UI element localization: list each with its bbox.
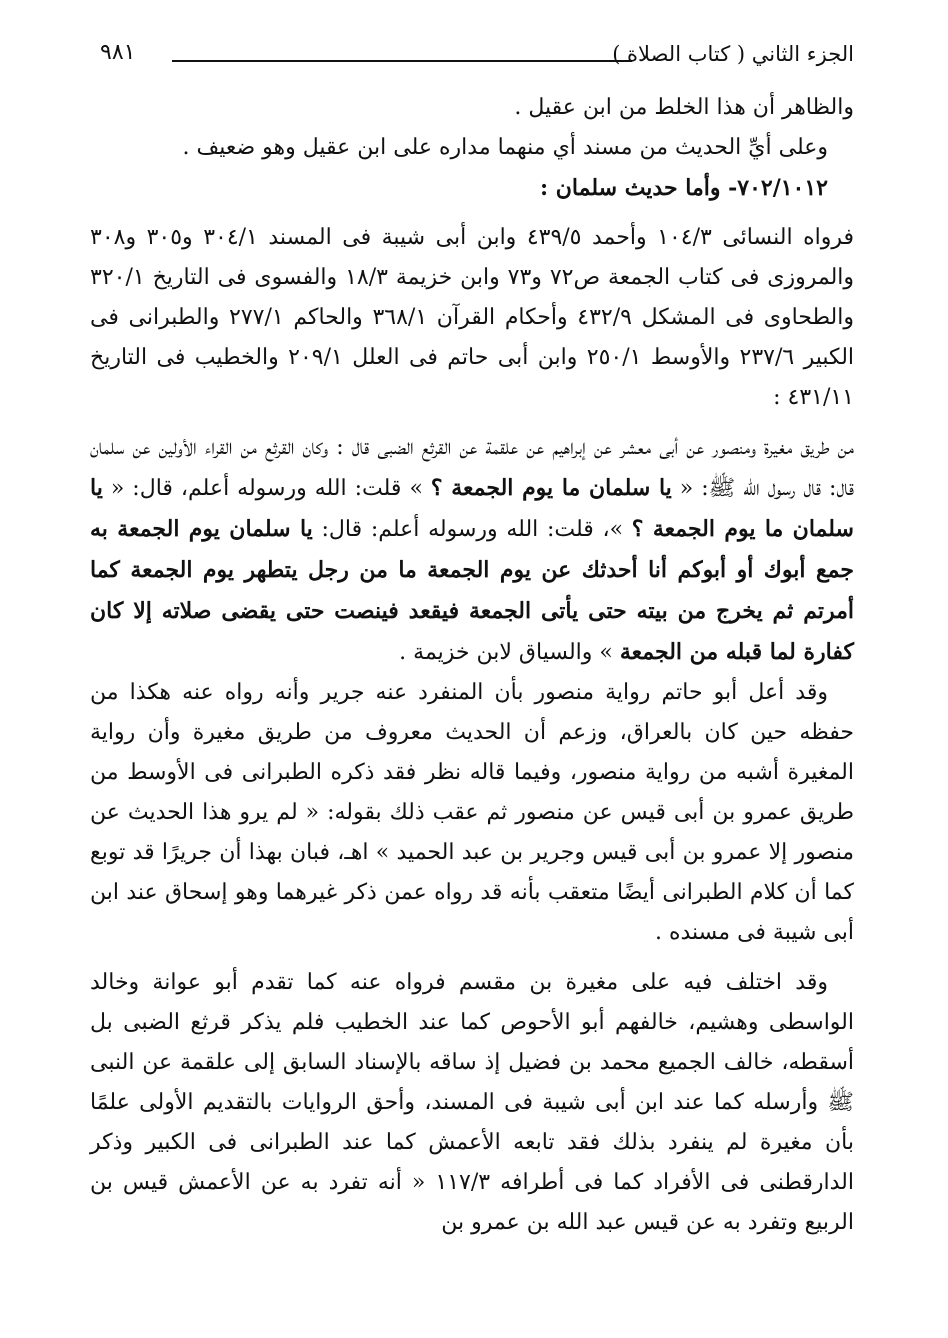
paragraph-4 xyxy=(90,428,854,673)
p4-text-4: » والسياق لابن خزيمة . xyxy=(399,640,620,665)
p4-text-2: » قلت: الله ورسوله أعلم، قال: « xyxy=(102,476,431,501)
page-number: ٩٨١ xyxy=(100,40,136,65)
header-rule xyxy=(172,60,632,62)
paragraph-6: وقد اختلف فيه على مغيرة بن مقسم فرواه عنه كما تقدم أبو عوانة وخالد الواسطى وهشيم، خالفهم أبو الأحوص كما عند الخطيب فلم يذكر قرثع الضبى بل أسقطه، خالف الجميع محمد بن فضيل إذ ساقه بالإسناد السابق إلى علقمة عن النبى ﷺ وأرسله كما عند ابن أبى شيبة فى المسند، وأحق الروايات بالتقديم الأولى علمًا بأن مغيرة لم ينفرد بذلك فقد تابعه الأعمش كما عند الطبرانى فى الكبير وذكر الدارقطنى فى الأفراد كما فى أطرافه ١١٧/٣ « أنه تفرد به عن الأعمش قيس بن الربيع وتفرد به عن قيس عبد الله بن عمرو بن xyxy=(90,970,854,1235)
paragraph-1: والظاهر أن هذا الخلط من ابن عقيل . xyxy=(514,95,854,120)
paragraph-3: فرواه النسائى ١٠٤/٣ وأحمد ٤٣٩/٥ وابن أبى شيبة فى المسند ٣٠٤/١ و٣٠٥ و٣٠٨ والمروزى فى كتاب الجمعة ص٧٢ و٧٣ وابن خزيمة ١٨/٣ والفسوى فى التاريخ ٣٢٠/١ والطحاوى فى المشكل ٤٣٢/٩ وأحكام القرآن ٣٦٨/١ والحاكم ٢٧٧/١ والطبرانى فى الكبير ٢٣٧/٦ والأوسط ٢٥٠/١ وابن أبى حاتم فى العلل ٢٠٩/١ والخطيب فى التاريخ ٤٣١/١١ : xyxy=(90,225,855,410)
hadith-heading: ٧٠٢/١٠١٢- وأما حديث سلمان : xyxy=(539,175,828,201)
p4-text-1: من طريق مغيرة ومنصور عن أبى معشر عن إبراهيم عن علقمة عن القرثع الضبى قال : وكان القرثع من القراء الأولين عن سلمان قال: قال رسول الله ﷺ: « xyxy=(90,435,854,501)
running-title: الجزء الثاني ( كتاب الصلاة ) xyxy=(612,42,854,66)
p4-bold-2: يا سلمان ما يوم الجمعة ؟ xyxy=(90,475,854,542)
page-header xyxy=(90,40,854,76)
p4-bold-3: يا سلمان يوم الجمعة به جمع أبوك أو أبوكم أنا أحدثك عن يوم الجمعة ما من رجل يتطهر يوم الجمعة كما أمرتم ثم يخرج من بيته حتى يأتى الجمعة فيقعد فينصت حتى يقضى صلاته إلا كان كفارة لما قبله من الجمعة xyxy=(90,516,854,665)
paragraph-5: وقد أعل أبو حاتم رواية منصور بأن المنفرد عنه جرير وأنه رواه عنه هكذا من حفظه حين كان بالعراق، وزعم أن الحديث معروف من طريق مغيرة وأن رواية المغيرة أشبه من رواية منصور، وفيما قاله نظر فقد ذكره الطبرانى فى الأوسط من طريق عمرو بن أبى قيس عن منصور ثم عقب ذلك بقوله: « لم يرو هذا الحديث عن منصور إلا عمرو بن أبى قيس وجرير بن عبد الحميد » اهـ، فبان بهذا أن جريرًا قد توبع كما أن كلام الطبرانى أيضًا متعقب بأنه قد رواه عمن ذكر غيرهما وهو إسحاق عند ابن أبى شيبة فى مسنده . xyxy=(90,680,854,945)
paragraph-2: وعلى أيِّ الحديث من مسند أي منهما مداره على ابن عقيل وهو ضعيف . xyxy=(182,135,828,160)
body-text xyxy=(90,88,854,1243)
p4-text-3: »، قلت: الله ورسوله أعلم: قال: xyxy=(312,517,632,542)
p4-bold-1: يا سلمان ما يوم الجمعة ؟ xyxy=(430,475,672,501)
